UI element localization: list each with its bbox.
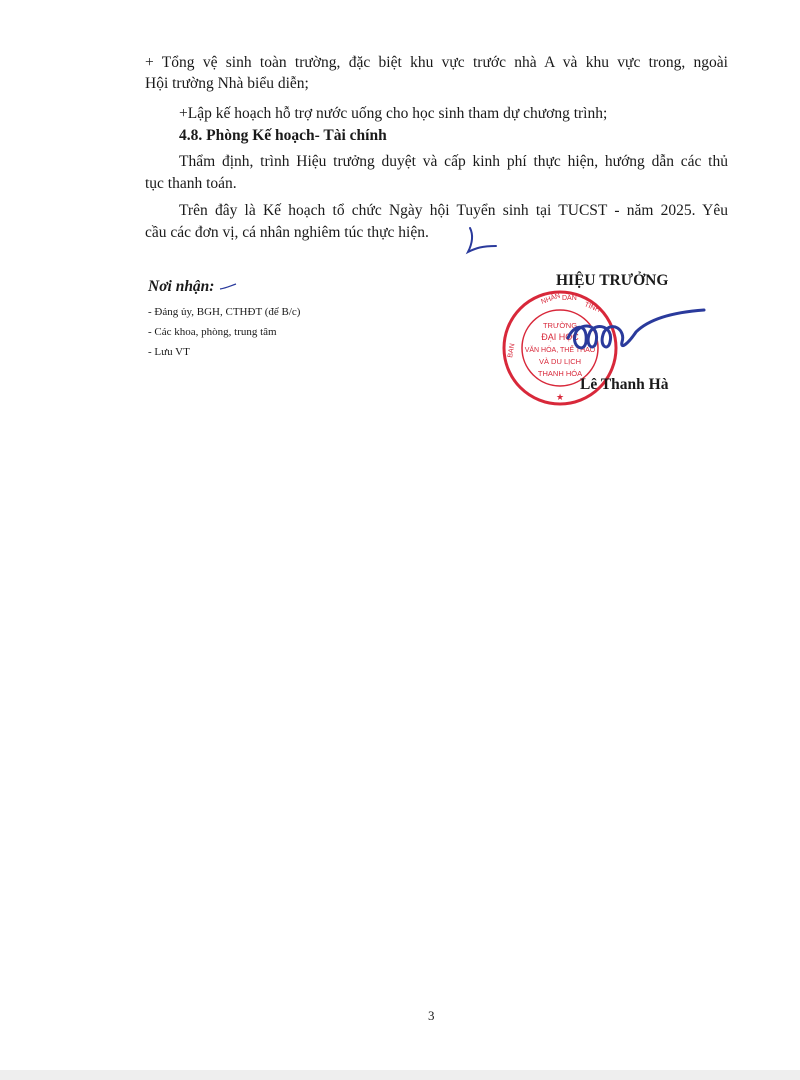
section-heading	[145, 125, 728, 146]
closing-line-2	[145, 222, 728, 243]
sanitation-line-1-text: + Tổng vệ sinh toàn trường, đặc biệt khu vực trước nhà A và khu vực trong, ngoài	[145, 54, 728, 71]
svg-text:THANH HÓA: THANH HÓA	[537, 369, 583, 378]
closing-line-1-text: Trên đây là Kế hoạch tổ chức Ngày hội Tuyển sinh tại TUCST - năm 2025. Yêu	[179, 202, 728, 219]
svg-text:NHÂN: NHÂN	[540, 292, 562, 306]
water-line	[145, 103, 728, 124]
svg-text:BAN: BAN	[507, 342, 517, 359]
finance-line-2	[145, 173, 728, 194]
finance-line-2-text: tục thanh toán.	[145, 175, 237, 192]
sanitation-line-1	[145, 52, 728, 73]
page-bottom-edge	[0, 1070, 800, 1080]
svg-text:TRƯỜNG: TRƯỜNG	[542, 321, 578, 330]
sanitation-line-2	[145, 73, 728, 94]
closing-line-2-text: cầu các đơn vị, cá nhân nghiêm túc thực hiện.	[145, 224, 429, 241]
water-line-text: +Lập kế hoạch hỗ trợ nước uống cho học sinh tham dự chương trình;	[179, 105, 608, 122]
sanitation-line-2-text: Hội trường Nhà biểu diễn;	[145, 75, 309, 92]
svg-text:ĐẠI HỌC: ĐẠI HỌC	[541, 332, 579, 342]
svg-text:VĂN HÓA, THỂ THAO: VĂN HÓA, THỂ THAO	[524, 347, 596, 354]
page-number: 3	[428, 1008, 435, 1023]
finance-line-1-text: Thẩm định, trình Hiệu trưởng duyệt và cấp kinh phí thực hiện, hướng dẫn các thủ	[179, 153, 728, 170]
svg-text:★: ★	[555, 393, 565, 403]
svg-text:TỈNH: TỈNH	[583, 301, 602, 314]
closing-line-1	[145, 200, 728, 221]
recipients-label: Nơi nhận:	[148, 278, 215, 295]
recipients-list	[148, 302, 408, 362]
recipient-item: - Lưu VT	[148, 346, 190, 358]
handwritten-signature-icon	[566, 302, 706, 364]
svg-text:VÀ DU LỊCH: VÀ DU LỊCH	[538, 357, 582, 366]
initial-mark-icon	[462, 222, 502, 260]
signature-title: HIỆU TRƯỞNG	[556, 272, 669, 289]
signer-name: Lê Thanh Hà	[580, 376, 669, 393]
recipient-item: - Các khoa, phòng, trung tâm	[148, 326, 277, 338]
svg-text:DÂN: DÂN	[562, 295, 577, 302]
recipients-block	[148, 278, 408, 362]
section-heading-text: 4.8. Phòng Kế hoạch- Tài chính	[179, 127, 387, 144]
finance-line-1	[145, 151, 728, 172]
recipient-item: - Đảng ủy, BGH, CTHĐT (để B/c)	[148, 306, 301, 318]
small-mark-icon	[218, 282, 238, 292]
